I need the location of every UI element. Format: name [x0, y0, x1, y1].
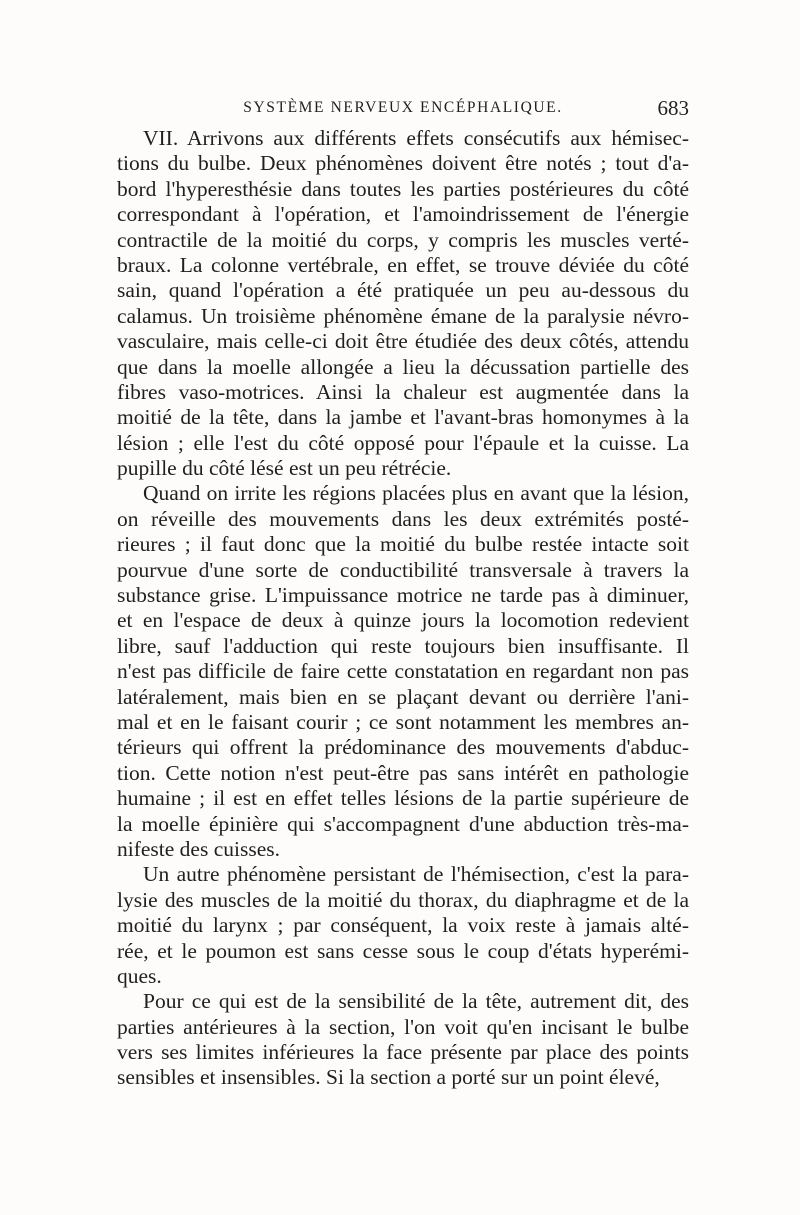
- text-line: fibres vaso-motrices. Ainsi la chaleur est augmentée dans la: [117, 379, 689, 404]
- paragraph: [117, 126, 689, 481]
- text-line: tions du bulbe. Deux phénomènes doivent être notés ; tout d'a-: [117, 151, 689, 176]
- text-line: rieures ; il faut donc que la moitié du bulbe restée intacte soit: [117, 532, 689, 557]
- text-line: n'est pas difficile de faire cette constatation en regardant non pas: [117, 659, 689, 684]
- body-text: [117, 126, 689, 1091]
- text-line: pourvue d'une sorte de conductibilité transversale à travers la: [117, 557, 689, 582]
- text-line: moitié du larynx ; par conséquent, la voix reste à jamais alté-: [117, 913, 689, 938]
- text-line: Quand on irrite les régions placées plus en avant que la lésion,: [143, 481, 689, 506]
- text-line: vasculaire, mais celle-ci doit être étudiée des deux côtés, attendu: [117, 329, 689, 354]
- text-line: bord l'hyperesthésie dans toutes les parties postérieures du côté: [117, 176, 689, 201]
- paragraph: [117, 481, 689, 862]
- text-line: que dans la moelle allongée a lieu la décussation partielle des: [117, 354, 689, 379]
- text-line: vers ses limites inférieures la face présente par place des points: [117, 1040, 689, 1065]
- text-line: moitié de la tête, dans la jambe et l'avant-bras homonymes à la: [117, 405, 689, 430]
- text-line: humaine ; il est en effet telles lésions de la partie supérieure de: [117, 786, 689, 811]
- text-line: correspondant à l'opération, et l'amoindrissement de l'énergie: [117, 202, 689, 227]
- text-line: substance grise. L'impuissance motrice ne tarde pas à diminuer,: [117, 583, 689, 608]
- text-line: lésion ; elle l'est du côté opposé pour l'épaule et la cuisse. La: [117, 430, 689, 455]
- text-line: rée, et le poumon est sans cesse sous le coup d'états hyperémi-: [117, 938, 689, 963]
- text-line: la moelle épinière qui s'accompagnent d'une abduction très-ma-: [117, 811, 689, 836]
- text-line: VII. Arrivons aux différents effets consécutifs aux hémisec-: [143, 126, 689, 150]
- text-line: pupille du côté lésé est un peu rétrécie.: [117, 456, 452, 481]
- text-line: braux. La colonne vertébrale, en effet, se trouve déviée du côté: [117, 252, 689, 277]
- text-line: ques.: [117, 963, 162, 988]
- text-line: Pour ce qui est de la sensibilité de la tête, autrement dit, des: [143, 989, 689, 1014]
- text-line: latéralement, mais bien en se plaçant devant ou derrière l'ani-: [117, 684, 689, 709]
- text-line: lysie des muscles de la moitié du thorax, du diaphragme et de la: [117, 887, 689, 912]
- text-line: calamus. Un troisième phénomène émane de la paralysie névro-: [117, 303, 689, 328]
- paragraph: [117, 862, 689, 989]
- text-line: térieurs qui offrent la prédominance des mouvements d'abduc-: [117, 735, 689, 760]
- text-line: parties antérieures à la section, l'on voit qu'en incisant le bulbe: [117, 1014, 689, 1039]
- text-line: contractile de la moitié du corps, y compris les muscles verté-: [117, 227, 689, 252]
- text-line: et en l'espace de deux à quinze jours la locomotion redevient: [117, 608, 689, 633]
- running-head: [117, 96, 689, 120]
- text-line: mal et en le faisant courir ; ce sont notamment les membres an-: [117, 709, 689, 734]
- page-number: 683: [657, 96, 689, 120]
- text-line: sensibles et insensibles. Si la section a porté sur un point élevé,: [117, 1065, 660, 1090]
- running-title: SYSTÈME NERVEUX ENCÉPHALIQUE.: [243, 99, 563, 116]
- text-line: nifeste des cuisses.: [117, 836, 281, 861]
- paragraph: [117, 989, 689, 1091]
- text-line: on réveille des mouvements dans les deux extrémités posté-: [117, 506, 689, 531]
- text-line: sain, quand l'opération a été pratiquée un peu au-dessous du: [117, 278, 689, 303]
- text-line: libre, sauf l'adduction qui reste toujours bien insuffisante. Il: [117, 633, 689, 658]
- text-line: Un autre phénomène persistant de l'hémisection, c'est la para-: [143, 862, 689, 887]
- text-line: tion. Cette notion n'est peut-être pas sans intérêt en pathologie: [117, 760, 689, 785]
